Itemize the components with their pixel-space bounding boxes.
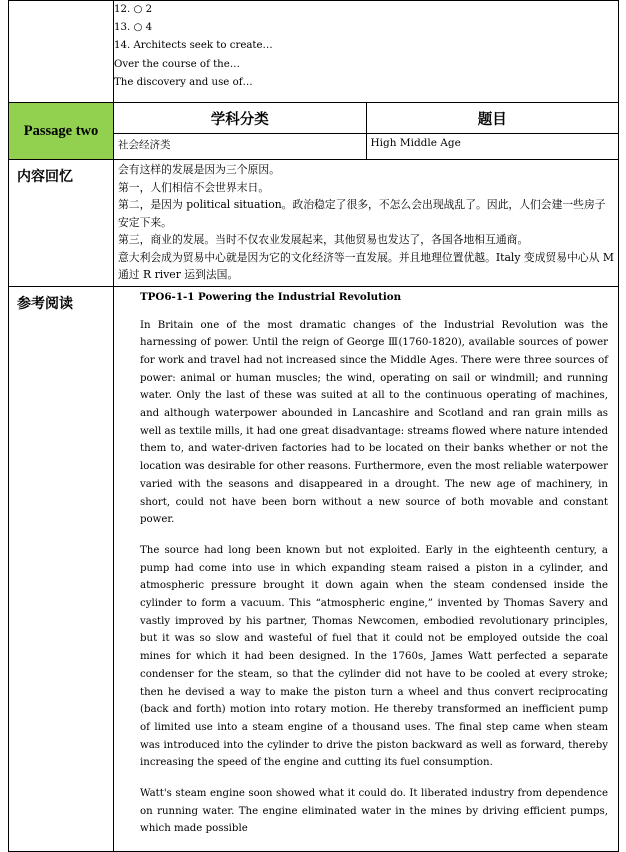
- recall-line: 第一，人们相信不会世界末日。: [118, 180, 270, 194]
- reference-content: [114, 286, 619, 852]
- title-header: 题目: [366, 103, 619, 134]
- reference-paragraph: Watt's steam engine soon showed what it could do. It liberated industry from dependence on running water. The engine eliminated water in the mines by driving efficient pumps, which made possible: [140, 788, 608, 835]
- blank-label-cell: [9, 1, 114, 103]
- recall-line: 第二，是因为 political situation。政治稳定了很多，不怎么会出现战乱了。因此，人们会建一些房子安定下来。: [118, 198, 606, 229]
- list-item: The discovery and use of…: [114, 76, 253, 88]
- list-item: Over the course of the…: [114, 58, 240, 70]
- recall-row: [9, 160, 619, 287]
- reference-title: TPO6-1-1 Powering the Industrial Revolution: [140, 290, 402, 303]
- reference-paragraph: In Britain one of the most dramatic changes of the Industrial Revolution was the harnessing of power. Until the reign of George Ⅲ(1760-1820), available sources of power for work and travel had not increased since the Middle Ages. There were three sources of power: animal or human muscles; the wind, operating on sail or windmill; and running water. Only the last of these was suited at all to the continuous operating of machines, and although waterpower abounded in Lancashire and Scotland and ran grain mills as well as textile mills, it had one great disadvantage: streams flowed where nature intended them to, and water-driven factories had to be located on their banks whether or not the location was desirable for other reasons. Furthermore, even the most reliable waterpower varied with the seasons and disappeared in a drought. The new age of machinery, in short, could not have been born without a new source of both movable and constant power.: [140, 319, 608, 526]
- category-value: 社会经济类: [114, 134, 367, 160]
- recall-line: 意大利会成为贸易中心就是因为它的文化经济等一直发展。并且地理位置优越。Italy 变成贸易中心从 M 通过 R river 运到法国。: [118, 250, 614, 281]
- title-value: High Middle Age: [366, 134, 619, 160]
- list-item: 12. ○ 2: [114, 4, 153, 15]
- passage-header-row: [9, 103, 619, 134]
- document-table: [8, 0, 619, 852]
- recall-line: 第三，商业的发展。当时不仅农业发展起来，其他贸易也发达了，各国各地相互通商。: [118, 233, 529, 246]
- category-header: 学科分类: [114, 103, 367, 134]
- list-item: 14. Architects seek to create…: [114, 40, 273, 52]
- top-row: [9, 1, 619, 103]
- question-list-cell: [114, 1, 619, 103]
- recall-content: [114, 160, 619, 287]
- reference-paragraph: The source had long been known but not exploited. Early in the eighteenth century, a pump had come into use in which expanding steam raised a piston in a cylinder, and atmospheric pressure brought it down again when the steam condensed inside the cylinder to form a vacuum. This “atmospheric engine,” invented by Thomas Savery and vastly improved by his partner, Thomas Newcomen, embodied revolutionary principles, but it was so slow and wasteful of fuel that it could not be employed outside the coal mines for which it had been designed. In the 1760s, James Watt perfected a separate condenser for the steam, so that the cylinder did not have to be cooled at every stroke; then he devised a way to make the piston turn a wheel and thus convert reciprocating (back and forth) motion into rotary motion. He thereby transformed an inefficient pump of limited use into a steam engine of a thousand uses. The final step came when steam was introduced into the cylinder to drive the piston backward as well as forward, thereby increasing the speed of the engine and cutting its fuel consumption.: [140, 544, 608, 769]
- recall-line: 会有这样的发展是因为三个原因。: [118, 163, 280, 176]
- reference-label: 参考阅读: [9, 286, 114, 852]
- recall-label: 内容回忆: [9, 160, 114, 287]
- list-item: 13. ○ 4: [114, 22, 153, 34]
- reference-row: [9, 286, 619, 852]
- passage-label: Passage two: [9, 103, 114, 160]
